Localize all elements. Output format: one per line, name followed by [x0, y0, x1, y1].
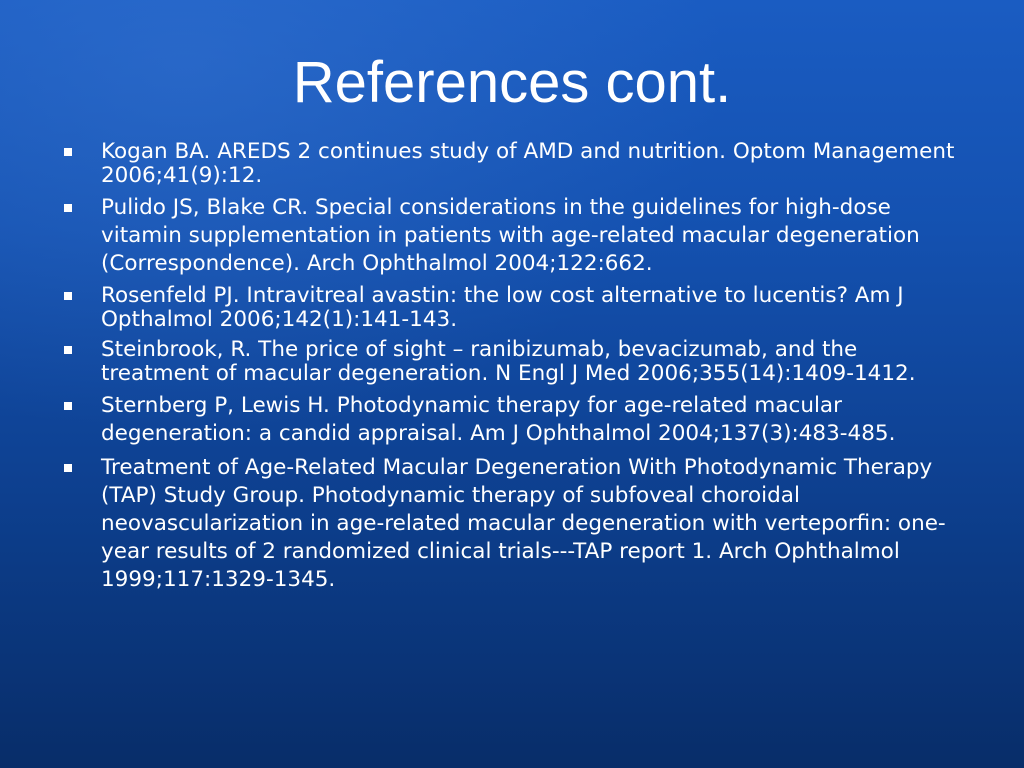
square-bullet-icon: [64, 148, 72, 156]
reference-item: [62, 454, 962, 594]
reference-item: [62, 392, 962, 448]
square-bullet-icon: [64, 204, 72, 212]
square-bullet-icon: [64, 464, 72, 472]
square-bullet-icon: [64, 402, 72, 410]
reference-list: [62, 140, 962, 600]
reference-text: Sternberg P, Lewis H. Photodynamic therapy for age-related macular degeneration: a candid appraisal. Am J Ophthalmol 2004;137(3):483-485.: [101, 393, 896, 446]
square-bullet-icon: [64, 292, 72, 300]
reference-item: [62, 284, 962, 332]
reference-text: Pulido JS, Blake CR. Special considerations in the guidelines for high-dose vitamin supplementation in patients with age-related macular degeneration (Correspondence). Arch Ophthalmol 2004;122:662.: [101, 195, 920, 276]
reference-item: [62, 194, 962, 278]
reference-text: Steinbrook, R. The price of sight – ranibizumab, bevacizumab, and the treatment of macular degeneration. N Engl J Med 2006;355(14):1409-1412.: [101, 337, 916, 386]
reference-text: Treatment of Age-Related Macular Degeneration With Photodynamic Therapy (TAP) Study Group. Photodynamic therapy of subfoveal choroidal neovascularization in age-related macular degeneration with verteporfin: one-year results of 2 randomized clinical trials---TAP report 1. Arch Ophthalmol 1999;117:1329-1345.: [101, 455, 946, 592]
slide-title: References cont.: [292, 50, 732, 115]
square-bullet-icon: [64, 346, 72, 354]
reference-item: [62, 140, 962, 188]
reference-item: [62, 338, 962, 386]
reference-text: Rosenfeld PJ. Intravitreal avastin: the low cost alternative to lucentis? Am J Opthalmol 2006;142(1):141-143.: [101, 283, 904, 332]
reference-text: Kogan BA. AREDS 2 continues study of AMD and nutrition. Optom Management 2006;41(9):12.: [101, 139, 955, 188]
